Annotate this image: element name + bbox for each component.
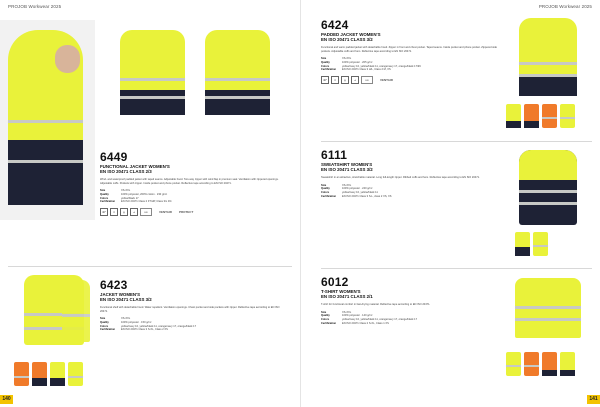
product-6449: [100, 150, 288, 216]
variant-swatch: [542, 352, 557, 376]
variant-swatch: [506, 352, 521, 376]
spec-label: Colors: [321, 317, 330, 321]
spec-label: Quality: [321, 60, 330, 64]
product-name: FUNCTIONAL JACKET WOMEN'S: [100, 164, 170, 169]
product-6424: [321, 18, 501, 84]
product-image-6012: [515, 278, 581, 338]
product-code: 6424: [321, 18, 349, 32]
variant-swatch: [560, 104, 575, 128]
product-description: T-shirt for functional comfort in fast-drying material. Reflective tape according to EN ISO 20471.: [321, 302, 431, 306]
variant-swatch: [560, 352, 575, 376]
spec-label: Size: [321, 183, 327, 187]
spec-label: Colors: [100, 324, 109, 328]
spec-quality: 100% polyester · 240 g/m²: [342, 187, 373, 191]
spec-certification: EN ISO 20471 Class 3 S-XL, Class 2 XS: [121, 328, 168, 332]
variant-swatch: [50, 362, 65, 386]
product-name: T-SHIRT WOMEN'S: [321, 289, 361, 294]
spec-size: XS-XXL: [342, 183, 352, 187]
variant-swatch: [506, 104, 521, 128]
spec-certification: EN ISO 20471 Class 3 H/L, Class 2 M, XS: [342, 68, 391, 72]
spec-quality: 100% polyester, 200% cotton · 230 g/m²: [121, 192, 168, 196]
page-number: 141: [587, 395, 600, 404]
page-header: PROJOB Workwear 2025: [8, 4, 62, 9]
care-icons: [100, 208, 288, 216]
spec-certification: EN ISO 20471 Class 2 S-XL, Class 1 XS: [342, 321, 389, 325]
spec-size: XS-XXL: [121, 189, 131, 193]
iron-icon: ⊿: [130, 208, 138, 216]
spec-label: Colors: [100, 196, 109, 200]
spec-certification: EN ISO 20471 Class 3 S-L, class 2 XS, XS: [342, 194, 392, 198]
spec-label: Certification: [321, 321, 337, 325]
divider: [8, 266, 292, 267]
variant-swatch: [32, 362, 47, 386]
product-image-6424: [519, 18, 577, 96]
product-standard: EN ISO 20471 CLASS 3/2: [321, 167, 373, 173]
product-standard: EN ISO 20471 CLASS 3/2: [321, 37, 373, 43]
certification-icon: EN: [140, 208, 152, 216]
variant-swatch: [542, 104, 557, 128]
spec-certification: EN ISO 20471 Class 2 FT/HP, Class 3/L 3/4: [121, 200, 172, 204]
product-6423: [100, 278, 288, 332]
color-variants-6423: [14, 362, 83, 386]
bleach-icon: ✕: [110, 208, 118, 216]
product-description: Functional and warm padded jacket with detachable hood. Zipper in front and chest pocket. Taped seams. Inside pocket and phone pocket. Zippered side pockets. Adjustable cuffs and hem. Reflective tape according to EN ISO 20471.: [321, 45, 498, 53]
product-name: SWEATSHIRT WOMEN'S: [321, 162, 373, 167]
variant-swatch: [515, 232, 530, 256]
model-photo: [0, 20, 95, 220]
spec-size: XS-XXL: [342, 57, 352, 61]
product-image-6449-back: [205, 30, 270, 115]
product-specs: [321, 57, 501, 72]
product-6111: [321, 148, 501, 198]
spec-label: Colors: [321, 190, 330, 194]
variant-swatch: [524, 352, 539, 376]
spec-quality: 100% polyester · 140 g/m²: [342, 314, 373, 318]
spec-label: Quality: [100, 320, 109, 324]
variant-swatch: [68, 362, 83, 386]
spec-colors: yellow/navy 10, yellow/black 11: [342, 190, 378, 194]
product-image-6111: [519, 150, 577, 225]
care-icons: [321, 76, 501, 84]
product-specs: [321, 184, 501, 199]
spec-label: Size: [321, 57, 327, 61]
spec-label: Certification: [100, 328, 116, 332]
spec-label: Size: [321, 310, 327, 314]
spec-colors: yellow/black 17: [121, 196, 139, 200]
spec-label: Size: [100, 317, 106, 321]
spec-label: Quality: [321, 314, 330, 318]
spec-colors: yellow/navy 10, yellow/black 11, orange/navy 17, orange/black 17/99: [342, 64, 421, 68]
product-specs: [321, 311, 501, 326]
spec-label: Certification: [321, 194, 337, 198]
product-image-6449-front: [120, 30, 185, 115]
product-code: 6449: [100, 150, 128, 164]
product-standard: EN ISO 20471 CLASS 2/1: [321, 294, 373, 300]
page-right: [300, 0, 600, 407]
spec-quality: 100% polyester · 205 g/m²: [342, 60, 373, 64]
product-code: 6111: [321, 148, 348, 162]
spec-label: Quality: [321, 187, 330, 191]
bleach-icon: ✕: [331, 76, 339, 84]
color-variants-6424: [506, 104, 575, 128]
spec-label: Colors: [321, 64, 330, 68]
product-specs: [100, 189, 288, 204]
product-image-6423-back: [62, 280, 90, 342]
wash-icon: 40°: [321, 76, 329, 84]
ventair-logo: VENTAIR: [159, 210, 172, 215]
spec-colors: yellow/navy 10, yellow/black 11, orange/navy 17, orange/black 17: [121, 324, 197, 328]
product-name: JACKET WOMEN'S: [100, 292, 141, 297]
divider: [321, 141, 592, 142]
variant-swatch: [533, 232, 548, 256]
color-variants-6012: [506, 352, 575, 376]
spec-colors: yellow/navy 10, yellow/black 11, orange/navy 17, orange/black 17: [342, 317, 418, 321]
spec-label: Certification: [100, 200, 116, 204]
variant-swatch: [14, 362, 29, 386]
color-variants-6111: [515, 232, 548, 256]
product-standard: EN ISO 20471 CLASS 2/3: [100, 169, 152, 175]
spec-size: XS-XXL: [121, 317, 131, 321]
protect-logo: PROTECT: [178, 210, 194, 215]
iron-icon: ⊿: [351, 76, 359, 84]
product-standard: EN ISO 20471 CLASS 3/2: [100, 297, 152, 303]
spec-quality: 100% polyester · 150 g/m²: [121, 320, 152, 324]
tumble-icon: ◎: [341, 76, 349, 84]
spec-size: XS-XXL: [342, 310, 352, 314]
spec-label: Certification: [321, 68, 337, 72]
product-name: PADDED JACKET WOMEN'S: [321, 32, 381, 37]
spec-label: Quality: [100, 192, 109, 196]
divider: [321, 268, 592, 269]
product-description: Wind- and waterproof padded jacket with taped seams. Adjustable hood. Two-way zipper with wind flap in premium seal. Ventilation with zippered openings. Adjustable cuffs. Pockets with zipper. Inside pocket and phone pocket. Reflective tape according to EN ISO 20471.: [100, 177, 279, 185]
tumble-icon: ◎: [120, 208, 128, 216]
product-specs: [100, 317, 288, 332]
product-description: Functional shell with detachable hood. Water repellent. Ventilation openings. Chest pocket and side pockets with zipper. Reflective tape according to EN ISO 20471.: [100, 305, 280, 313]
spec-label: Size: [100, 189, 106, 193]
page-header: PROJOB Workwear 2025: [538, 4, 592, 9]
wash-icon: 40°: [100, 208, 108, 216]
product-code: 6012: [321, 275, 349, 289]
product-description: Sweatshirt in an attractive, stretchable material. Long full-length zipper. Ribbed cuffs and hem. Reflective tape according to EN ISO 20471.: [321, 175, 480, 179]
product-6012: [321, 275, 501, 325]
ventair-logo: VENTAIR: [380, 78, 393, 83]
variant-swatch: [524, 104, 539, 128]
certification-icon: EN: [361, 76, 373, 84]
product-code: 6423: [100, 278, 128, 292]
page-number: 140: [0, 395, 13, 404]
